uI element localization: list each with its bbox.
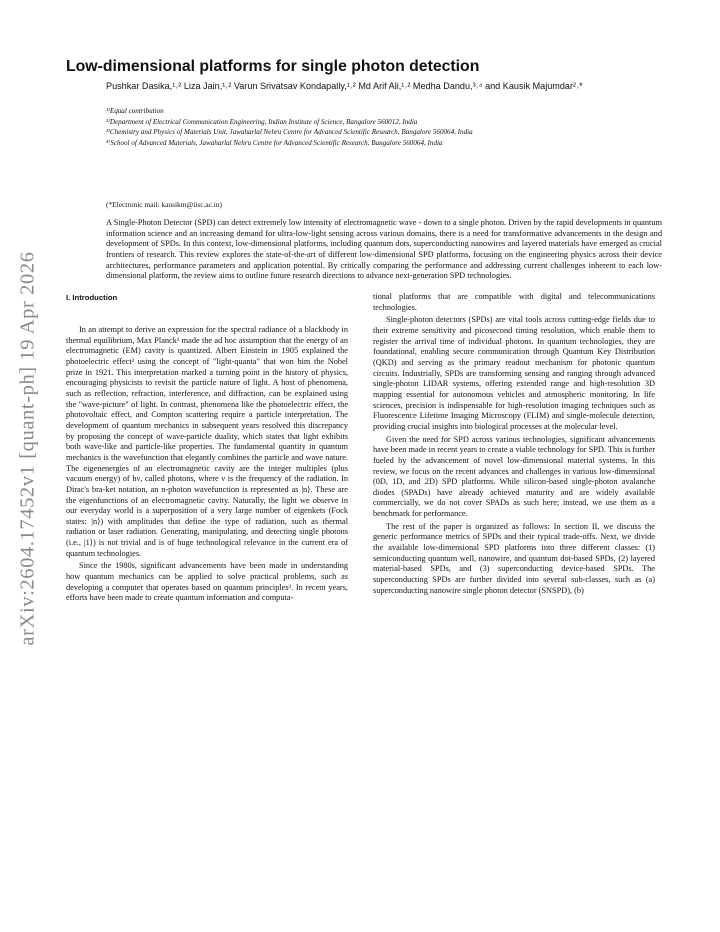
body-paragraph: The rest of the paper is organized as follows: In section II, we discuss the generic performance metrics of SPDs and their typical trade-offs. Next, we divide the available low-dimensional SPD platforms into three different classes: (1) semiconducting quantum well, nanowire, and quantum dot-based SPDs, (2) layered material-based SPDs, and (3) superconducting device-based SPDs. The superconducting SPDs are further divided into several sub-classes, such as (a) superconducting nanowire single photon detector (SNSPD), (b) <box>373 521 655 595</box>
author-list: Pushkar Dasika,¹˒² Liza Jain,¹˒² Varun Srivatsav Kondapally,¹˒² Md Arif Ali,¹˒² Medha Dandu,³˒⁴ and Kausik Majumdar²˒* <box>106 81 583 91</box>
affiliation-2: ²⁾Department of Electrical Communication Engineering, Indian Institute of Science, Bangalore 560012, India <box>106 117 418 126</box>
affiliation-3: ³⁾Chemistry and Physics of Materials Unit, Jawaharlal Nehru Centre for Advanced Scientific Research, Bangalore 560064, India <box>106 128 473 136</box>
corresponding-email: (*Electronic mail: kausikm@iisc.ac.in) <box>106 200 222 209</box>
affiliation-1: ¹⁾Equal contribution <box>106 107 164 115</box>
body-paragraph: Single-photon detectors (SPDs) are vital tools across cutting-edge fields due to their extreme sensitivity and picosecond timing resolution, which enable them to register the arrival time of individual photons. In quantum technologies, they are foundational, enabling secure communication through Quantum Key Distribution (QKD) and serving as the primary readout mechanism for photonic quantum circuits. Industrially, SPDs are transforming sensing and ranging through advanced single-photon LIDAR systems, offering extended range and high-resolution 3D mapping essential for autonomous vehicles and atmospheric monitoring. In life sciences, precision is indispensable for high-resolution imaging techniques such as Fluorescence Lifetime Imaging Microscopy (FLIM) and single-molecule detection, providing crucial insights into biological processes at the molecular level. <box>373 315 655 431</box>
body-paragraph: Given the need for SPD across various technologies, significant advancements have been made in recent years to create a viable technology for SPD. This is further fueled by the advancement of novel low-dimensional material systems. In this review, we focus on the recent advances and challenges in various low-dimensional (0D, 1D, and 2D) SPD platforms. While silicon-based single-photon avalanche diodes (SPADs) have already achieved maturity and are widely available commercially, we do not cover SPADs as such here; instead, we use them as a benchmark for performance. <box>373 434 655 519</box>
body-paragraph: In an attempt to derive an expression for the spectral radiance of a blackbody in thermal equilibrium, Max Planck¹ made the ad hoc assumption that the energy of an electromagnetic (EM) cavity is quantized. Albert Einstein in 1905 explained the photoelectric effect² using the concept of "light-quanta" that won him the Nobel prize in 1921. This interpretation marked a turning point in the history of physics, encouraging physicists to revisit the particle nature of light. A host of phenomena, such as reflection, refraction, interference, and diffraction, can be explained using the "wave-picture" of light. In contrast, phenomena like the photoelectric effect, the photovoltaic effect, and Compton scattering require a particle interpretation. The development of quantum mechanics in subsequent years resolved this discrepancy by proposing the concept of wave-particle duality, which states that light exhibits both wave-like and particle-like properties. The fundamental quantity in quantum mechanics is the wavefunction that elegantly combines the particle and wave nature. The eigenenergies of an electromagnetic cavity are the integer multiples (plus vacuum energy) of hν, called photons, where ν is the frequency of the radiation. In Dirac's bra-ket notation, an n-photon wavefunction is represented as |n⟩. These are the eigenfunctions of an electromagnetic cavity. Naturally, the light we observe in our everyday world is a superposition of a very large number of eigenkets (Fock states: |n⟩) with amplitudes that define the type of radiation, such as thermal radiation or laser radiation. Generating, manipulating, and detecting single photons (i.e., |1⟩) is not trivial and is of huge technological relevance in the current era of quantum technologies. <box>66 325 348 558</box>
arxiv-identifier-stamp <box>2 238 54 658</box>
section-heading-introduction: I. Introduction <box>66 293 118 302</box>
abstract: A Single-Photon Detector (SPD) can detect extremely low intensity of electromagnetic wave - down to a single photon. Driven by the rapid developments in quantum information science and an increasing demand for ultra-low-light sensing across various domains, there is a need for transformative advancements in the design and development of SPDs. In this context, low-dimensional platforms, including quantum dots, superconducting nanowires and layered materials have emerged as crucial frontiers of research. This review explores the state-of-the-art of different low-dimensional SPD platforms, focusing on the engineering physics across their device architectures, performance parameters and application potential. By critically comparing the performance and addressing current challenges inherent to each low-dimensional platform, the review aims to outline future research directions to advance next-generation SPD technologies. <box>106 218 662 281</box>
body-paragraph: Since the 1980s, significant advancements have been made in understanding how quantum mechanics can be applied to solve practical problems, such as developing a computer that operates based on quantum principles³. In recent years, efforts have been made to create quantum information and computa- <box>66 561 348 603</box>
right-text-column <box>373 292 655 598</box>
affiliation-4: ⁴⁾School of Advanced Materials, Jawaharlal Nehru Centre for Advanced Scientific Research, Bangalore 560064, India <box>106 138 443 147</box>
arxiv-identifier-text: arXiv:2604.17452v1 [quant-ph] 19 Apr 2026 <box>16 250 39 646</box>
body-paragraph: tional platforms that are compatible with digital and telecommunications technologies. <box>373 292 655 312</box>
paper-title: Low-dimensional platforms for single photon detection <box>66 58 480 75</box>
left-text-column <box>66 325 348 606</box>
affiliations <box>106 106 666 148</box>
